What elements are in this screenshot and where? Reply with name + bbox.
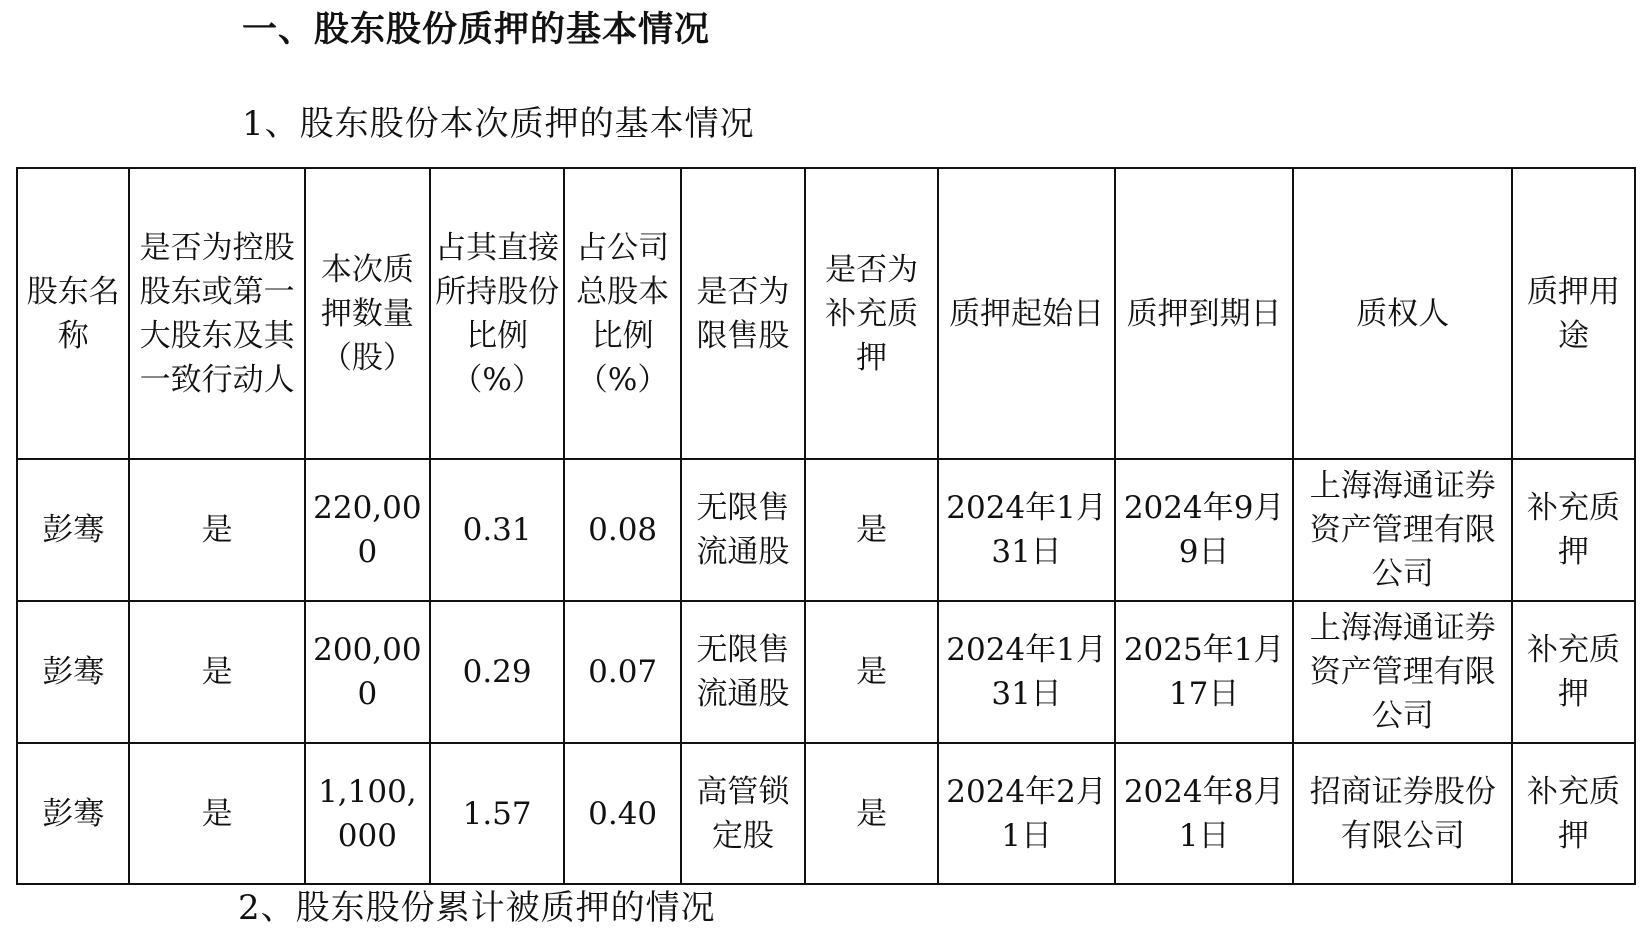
cell-pledge-quantity: 220,000 — [305, 459, 430, 601]
cell-is-controlling: 是 — [129, 459, 304, 601]
header-pledgee: 质权人 — [1293, 168, 1512, 459]
cell-is-supplementary: 是 — [805, 459, 938, 601]
cell-shareholder-name: 彭骞 — [17, 743, 129, 884]
cell-is-restricted: 无限售流通股 — [681, 601, 805, 743]
cell-direct-holding-ratio: 1.57 — [430, 743, 564, 884]
subsection-heading: 1、股东股份本次质押的基本情况 — [242, 104, 755, 144]
cell-start-date: 2024年1月31日 — [938, 459, 1115, 601]
cell-total-capital-ratio: 0.08 — [564, 459, 681, 601]
header-total-capital-ratio: 占公司总股本比例（%） — [564, 168, 681, 459]
header-shareholder-name: 股东名称 — [17, 168, 129, 459]
cell-pledgee: 上海海通证券资产管理有限公司 — [1293, 459, 1512, 601]
cell-is-supplementary: 是 — [805, 743, 938, 884]
cell-pledgee: 招商证券股份有限公司 — [1293, 743, 1512, 884]
pledge-table — [16, 167, 1636, 885]
cell-shareholder-name: 彭骞 — [17, 459, 129, 601]
cell-purpose: 补充质押 — [1512, 601, 1635, 743]
cell-is-supplementary: 是 — [805, 601, 938, 743]
next-subsection-heading: 2、股东股份累计被质押的情况 — [238, 888, 716, 928]
cell-pledgee: 上海海通证券资产管理有限公司 — [1293, 601, 1512, 743]
cell-start-date: 2024年1月31日 — [938, 601, 1115, 743]
header-pledge-quantity: 本次质押数量（股） — [305, 168, 430, 459]
header-end-date: 质押到期日 — [1115, 168, 1294, 459]
cell-purpose: 补充质押 — [1512, 459, 1635, 601]
cell-is-restricted: 高管锁定股 — [681, 743, 805, 884]
header-start-date: 质押起始日 — [938, 168, 1115, 459]
section-heading: 一、股东股份质押的基本情况 — [242, 9, 711, 50]
header-direct-holding-ratio: 占其直接所持股份比例（%） — [430, 168, 564, 459]
header-purpose: 质押用途 — [1512, 168, 1635, 459]
cell-start-date: 2024年2月1日 — [938, 743, 1115, 884]
table-row — [17, 601, 1635, 743]
cell-is-restricted: 无限售流通股 — [681, 459, 805, 601]
table-row — [17, 459, 1635, 601]
cell-direct-holding-ratio: 0.31 — [430, 459, 564, 601]
header-is-restricted: 是否为限售股 — [681, 168, 805, 459]
cell-end-date: 2025年1月17日 — [1115, 601, 1294, 743]
cell-purpose: 补充质押 — [1512, 743, 1635, 884]
table-header-row — [17, 168, 1635, 459]
cell-direct-holding-ratio: 0.29 — [430, 601, 564, 743]
cell-total-capital-ratio: 0.07 — [564, 601, 681, 743]
cell-pledge-quantity: 200,000 — [305, 601, 430, 743]
header-is-supplementary: 是否为补充质押 — [805, 168, 938, 459]
cell-is-controlling: 是 — [129, 743, 304, 884]
cell-end-date: 2024年8月1日 — [1115, 743, 1294, 884]
header-is-controlling: 是否为控股股东或第一大股东及其一致行动人 — [129, 168, 304, 459]
cell-end-date: 2024年9月9日 — [1115, 459, 1294, 601]
cell-pledge-quantity: 1,100,000 — [305, 743, 430, 884]
cell-is-controlling: 是 — [129, 601, 304, 743]
cell-shareholder-name: 彭骞 — [17, 601, 129, 743]
table-row — [17, 743, 1635, 884]
cell-total-capital-ratio: 0.40 — [564, 743, 681, 884]
